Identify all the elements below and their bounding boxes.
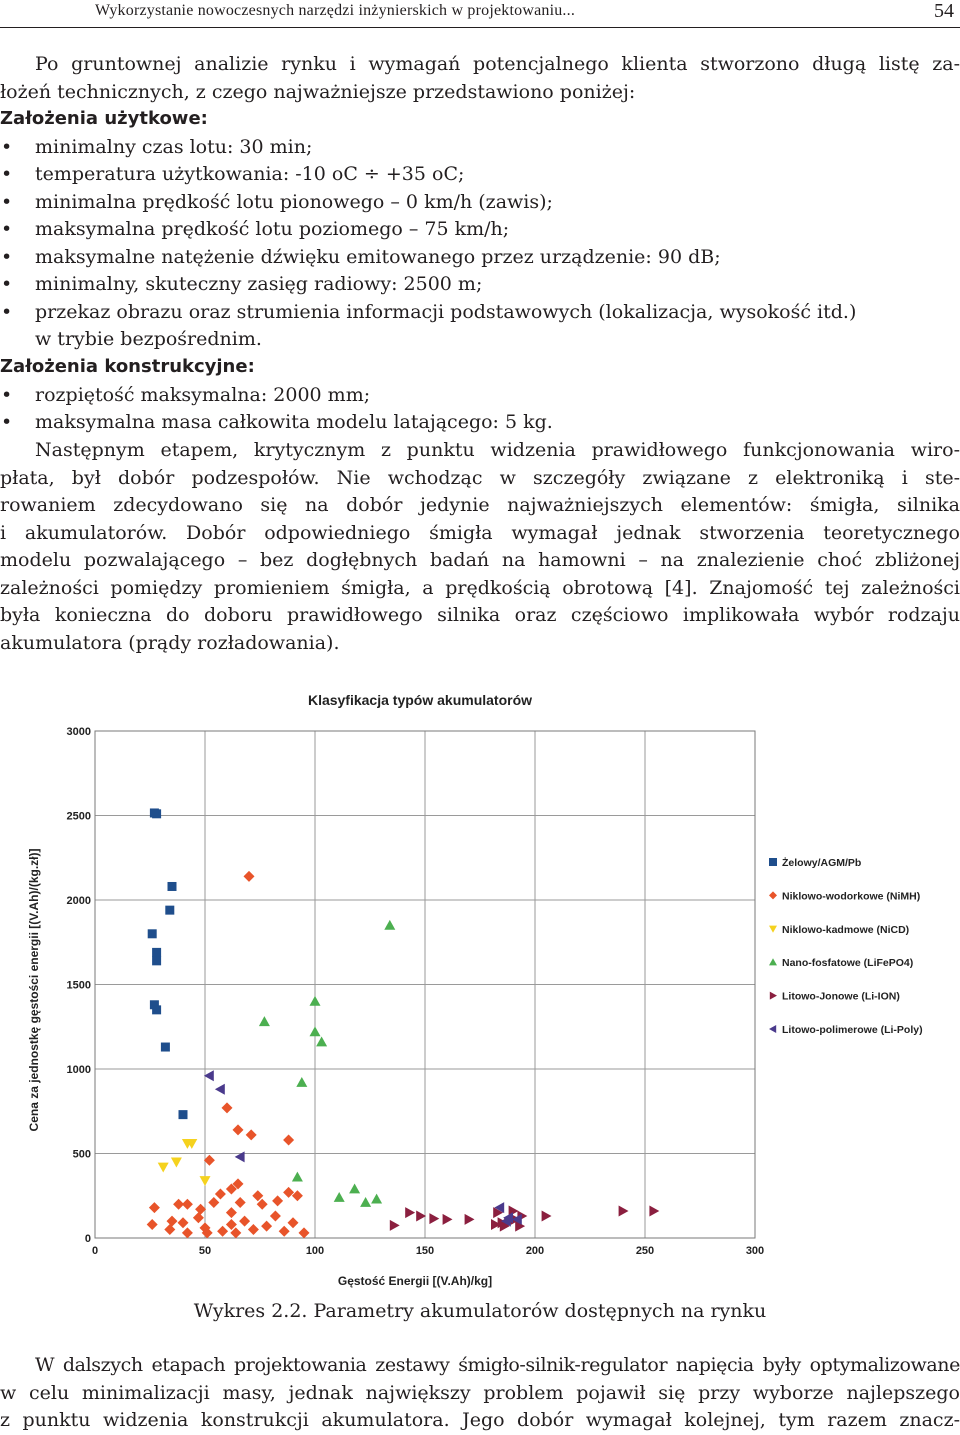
list-item-text: minimalny, skuteczny zasięg radiowy: 2500 m; [35, 273, 483, 295]
closing-line: W dalszych etapach projektowania zestawy śmigło-silnik-regulator napięcia były optymalizowane [35, 1354, 960, 1376]
data-point [152, 1005, 161, 1014]
x-tick-label: 50 [198, 1245, 212, 1257]
data-point [148, 929, 157, 938]
y-tick-label: 3000 [66, 726, 91, 738]
x-tick-label: 250 [635, 1245, 655, 1257]
x-axis-label: Gęstość Energii [(V.Ah)/kg] [337, 1274, 493, 1288]
x-tick-label: 0 [91, 1245, 99, 1257]
list-item-text: maksymalne natężenie dźwięku emitowanego przez urządzenie: 90 dB; [35, 246, 721, 268]
data-point [168, 882, 177, 891]
y-tick-label: 2000 [66, 895, 91, 907]
legend-marker [770, 992, 777, 1000]
list-item-text: temperatura użytkowania: -10 oC ÷ +35 oC; [35, 163, 465, 185]
legend-label: Żelowy/AGM/Pb [782, 857, 862, 869]
closing-line: w celu minimalizacji masy, jednak największy problem pojawił się przy wyborze najlepszego [0, 1382, 960, 1404]
paragraph-line: i akumulatorów. Dobór odpowiedniego śmigła wymagał jednak stworzenia teoretycznego [0, 522, 960, 544]
legend-label: Niklowo-wodorkowe (NiMH) [782, 890, 921, 903]
paragraph-line: zależności pomiędzy promieniem śmigła, a prędkością obrotową [4]. Znajomość tej zależności [0, 577, 960, 599]
legend-marker [769, 891, 777, 899]
legend-marker [769, 858, 777, 866]
paragraph-line: płata, był dobór podzespołów. Nie wchodząc w szczegóły związane z elektroniką i ste- [0, 467, 960, 489]
list-item-text: przekaz obrazu oraz strumienia informacji podstawowych (lokalizacja, wysokość itd.) [35, 301, 857, 323]
intro-line: łożeń technicznych, z czego najważniejsze przedstawiono poniżej: [0, 81, 636, 103]
y-tick-label: 0 [84, 1233, 91, 1245]
x-tick-label: 300 [745, 1245, 765, 1257]
battery-chart [0, 680, 960, 1290]
legend-label: Niklowo-kadmowe (NiCD) [782, 923, 910, 936]
paragraph-line: była konieczna do doboru prawidłowego silnika oraz częściowo implikowała wybór rodzaju [0, 604, 960, 626]
paragraph-line: Następnym etapem, krytycznym z punktu widzenia prawidłowego funkcjonowania wiro- [35, 439, 960, 461]
section-heading-construction: Założenia konstrukcyjne: [0, 356, 255, 377]
paragraph-line: rowaniem zdecydowano się na dobór jedynie najważniejszych elementów: śmigła, silnika [0, 494, 960, 516]
legend-label: Litowo-Jonowe (Li-ION) [782, 990, 900, 1003]
legend-marker [769, 958, 777, 965]
list-item-text: rozpiętość maksymalna: 2000 mm; [35, 384, 371, 406]
y-tick-label: 500 [72, 1148, 91, 1161]
legend-marker [769, 926, 777, 933]
data-point [150, 808, 159, 817]
chart-title: Klasyfikacja typów akumulatorów [307, 692, 533, 708]
x-tick-label: 150 [415, 1245, 435, 1257]
list-item-text: maksymalna masa całkowita modelu latającego: 5 kg. [35, 411, 553, 433]
y-tick-label: 2500 [66, 810, 91, 823]
figure-caption: Wykres 2.2. Parametry akumulatorów dostępnych na rynku [193, 1300, 767, 1322]
x-tick-label: 200 [525, 1245, 545, 1257]
data-point [152, 956, 161, 965]
legend-marker [769, 1025, 776, 1033]
data-point [161, 1043, 170, 1052]
y-axis-label: Cena za jednostkę gęstości energii [(V.Ah)/(kg.zł)] [27, 848, 41, 1132]
header-rule [0, 27, 960, 28]
list-item-text: w trybie bezpośrednim. [35, 328, 262, 350]
list-item-text: minimalny czas lotu: 30 min; [35, 136, 313, 158]
data-point [179, 1110, 188, 1119]
list-item-text: maksymalna prędkość lotu poziomego – 75 km/h; [35, 218, 510, 240]
paragraph-line: akumulatora (prądy rozładowania). [0, 632, 340, 654]
legend-label: Nano-fosfatowe (LiFePO4) [782, 957, 914, 970]
data-point [152, 948, 161, 957]
y-tick-label: 1000 [66, 1064, 91, 1076]
page-number: 54 [934, 0, 954, 22]
data-point [165, 906, 174, 915]
paragraph-line: modelu pozwalającego – bez dogłębnych badań na hamowni – na znalezienie choć zbliżonej [0, 549, 960, 571]
legend-label: Litowo-polimerowe (Li-Poly) [782, 1024, 923, 1036]
closing-line: z punktu widzenia konstrukcji akumulatora. Jego dobór wymagał kolejnej, tym razem znacz- [0, 1409, 960, 1431]
intro-line: Po gruntownej analizie rynku i wymagań potencjalnego klienta stworzono długą listę za- [35, 53, 960, 75]
y-tick-label: 1500 [66, 979, 91, 992]
section-heading-user: Założenia użytkowe: [0, 108, 208, 129]
list-item-text: minimalna prędkość lotu pionowego – 0 km/h (zawis); [35, 191, 553, 213]
running-title: Wykorzystanie nowoczesnych narzędzi inżynierskich w projektowaniu... [95, 2, 576, 19]
running-header [0, 0, 960, 30]
x-tick-label: 100 [305, 1245, 325, 1257]
